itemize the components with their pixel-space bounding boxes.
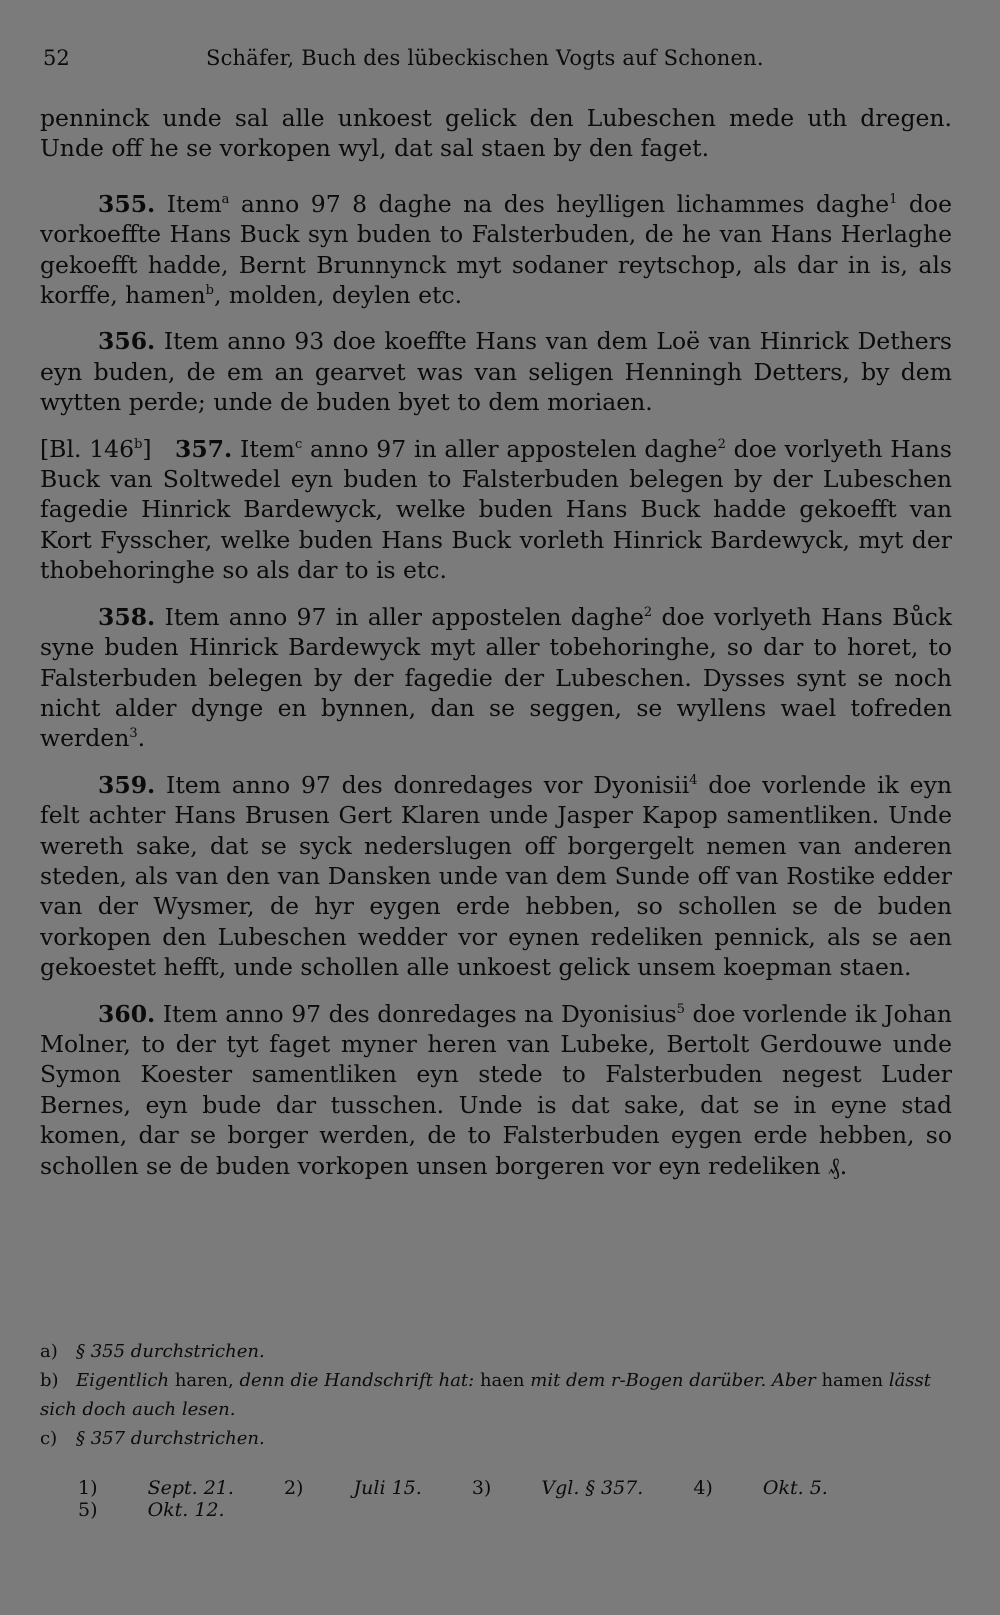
note-5: 5) Okt. 12. xyxy=(78,1499,225,1521)
entry-number: 360. xyxy=(98,999,156,1028)
critical-footnotes xyxy=(40,1337,952,1453)
note-ref: 2 xyxy=(643,604,653,620)
entry-359: 359. Item anno 97 des donredages vor Dyonisii$^4$ doe vorlende ik eyn felt achter Hans Brusen Gert Klaren unde Jasper Kapop samentliken. Unde wereth sake, dat se syck nederslugen off borgergelt nemen van anderen steden, als van den van Dansken unde van dem Sunde off van Rostike edder van der Wysmer, de hyr eygen erde hebben, so schollen se de buden vorkopen den Lubeschen wedder vor eynen redeliken pennick, als se aen gekoestet hefft, unde schollen alle unkoest gelick unsem koepman staen. xyxy=(40,770,952,982)
note-ref: 1 xyxy=(889,191,898,207)
note-ref: 2 xyxy=(717,436,726,452)
folio-marker: [Bl. 146$^b$] xyxy=(40,434,152,463)
entry-358: 358. Item anno 97 in aller appostelen daghe$^2$ doe vorlyeth Hans Bůck syne buden Hinrick Bardewyck myt aller tobehoringhe, so dar to horet, to Falsterbuden belegen by der fagedie der Lubeschen. Dysses synt se noch nicht alder dynge en bynnen, dan se seggen, se wyllens wael tofreden werden$^3$. xyxy=(40,602,952,753)
footnote-ref: a xyxy=(221,191,230,207)
note-ref: 3 xyxy=(129,726,138,742)
entry-number: 357. xyxy=(174,434,233,463)
note-2: 2) Juli 15. xyxy=(283,1477,422,1499)
note-1: 1) Sept. 21. xyxy=(78,1477,234,1499)
continuation-paragraph: penninck unde sal alle unkoest gelick den Lubeschen mede uth dregen. Unde off he se vorkopen wyl, dat sal staen by den faget. xyxy=(40,104,952,163)
entry-number: 358. xyxy=(98,602,156,631)
footnote-b: b) Eigentlich haren, denn die Handschrift hat: haen mit dem r-Bogen darüber. Aber hamen lässt sich doch auch lesen. xyxy=(40,1370,932,1420)
entry-number: 359. xyxy=(98,770,156,799)
entry-356: 356. Item anno 93 doe koeffte Hans van dem Loë van Hinrick Dethers eyn buden, de em an gearvet was van seligen Henningh Detters, by dem wytten perde; unde de buden byet to dem moriaen. xyxy=(40,327,952,417)
main-text xyxy=(40,103,952,1197)
date-notes xyxy=(78,1477,958,1521)
entry-355: 355. Item$^a$ anno 97 8 daghe na des heylligen lichammes daghe$^1$ doe vorkoeffte Hans Buck syn buden to Falsterbuden, de he van Hans Herlaghe gekoefft hadde, Bernt Brunnynck myt sodaner reytschop, als dar in is, als korffe, hamen$^b$, molden, deylen etc. xyxy=(40,189,952,310)
note-3: 3) Vgl. § 357. xyxy=(471,1477,644,1499)
note-ref: 5 xyxy=(676,1001,685,1017)
note-ref: 4 xyxy=(689,772,698,788)
entry-number: 356. xyxy=(98,327,156,356)
footnote-c: c) § 357 durchstrichen. xyxy=(40,1428,265,1449)
entry-360: 360. Item anno 97 des donredages na Dyonisius$^5$ doe vorlende ik Johan Molner, to der tyt faget myner heren van Lubeke, Bertolt Gerdouwe unde Symon Koester samentliken eyn stede to Falsterbuden negest Luder Bernes, eyn bude dar tusschen. Unde is dat sake, dat se in eyne stad komen, dar se borger werden, de to Falsterbuden eygen erde hebben, so schollen se de buden vorkopen unsen borgeren vor eyn redeliken ₰. xyxy=(40,999,952,1180)
footnote-ref: c xyxy=(294,436,303,452)
footnote-ref: b xyxy=(205,283,214,299)
entry-357: [Bl. 146$^b$] 357. Item$^c$ anno 97 in aller appostelen daghe$^2$ doe vorlyeth Hans Buck van Soltwedel eyn buden to Falsterbuden belegen by der Lubeschen fagedie Hinrick Bardewyck, welke buden Hans Buck hadde gekoefft van Kort Fysscher, welke buden Hans Buck vorleth Hinrick Bardewyck, myt der thobehoringhe so als dar to is etc. xyxy=(40,434,952,585)
note-4: 4) Okt. 5. xyxy=(693,1477,828,1499)
running-title: Schäfer, Buch des lübeckischen Vogts auf Schonen. xyxy=(206,46,764,70)
entry-number: 355. xyxy=(98,189,156,218)
page-number: 52 xyxy=(43,46,70,70)
footnote-a: a) § 355 durchstrichen. xyxy=(40,1341,265,1362)
page-header xyxy=(40,46,960,76)
